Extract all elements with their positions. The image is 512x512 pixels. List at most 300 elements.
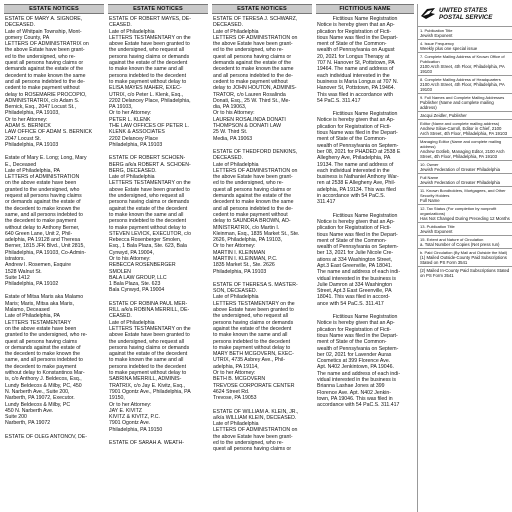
notice-line: DECEASED. [5,22,35,29]
notice-line: above Estate have been granted to [109,332,190,339]
notice-line: Notice is hereby given that an Ap- [317,117,395,124]
notice-line: ESTATE OF SARAH A. WEATH- [109,440,184,446]
form-field-label: 13. Publication Title [420,224,455,229]
notice-line: the decedent to make known the [5,351,80,358]
notice-line: Florence Ave. Apt. N402 Jenkin- [317,389,392,396]
notice-line: Notice is hereby given that an Ap- [317,320,395,327]
form-row [418,186,512,204]
notice-line: against the estate of the decedent [109,205,188,212]
notice-line: SON, DECEASED. [213,288,258,295]
notice-line: UTRIX, c/o Peter L. Klenk, Esq., [109,91,184,98]
column-header: ESTATE NOTICES [212,4,312,14]
notice-line: delay to JOHN HOUTON, ADMINIS- [213,85,297,92]
notice-line: Notice is hereby given that an Ap- [317,22,395,29]
notice-line: cedent to make payment without [5,85,80,92]
form-field-value: (1) Mailed Outside-County Paid Subscriptions Stated on PS Form 3541 [420,255,507,265]
notice-line: and all persons indebted to the de- [213,72,293,79]
notice-line: CEASED. [109,22,132,29]
legal-notice [5,16,103,148]
notice-line: above Estate have been granted to [109,186,190,193]
notice-line: 311.417 [317,199,336,206]
notice-line: REBECCA ROSENBERGER [109,262,176,269]
notice-line: Notice is hereby given that an Ap- [317,218,395,225]
notice-line: ESTATE OF TERESA J. SCHWARZ, [213,16,298,22]
fictitious-name-column [316,4,414,512]
notice-line: same, and all persons indebted to [5,211,83,218]
notice-line: STEVEN LEVICK, EXECUTOR, c/o [109,230,192,237]
notice-line: Media, PA 19063 [213,135,253,142]
notice-line: town, PA 19046. This was filed in [317,395,393,402]
notice-line: persons having claims or demands [109,53,190,60]
notice-line: gomery County, PA [5,34,50,41]
column-header: ESTATE NOTICES [4,4,104,14]
form-row [418,93,512,111]
notice-line: delay to ROSEMARIE PROCOPIO, [5,91,87,98]
notice-line: each individual interested in the [317,167,390,174]
notice-line: Allegheny Ave, Philadelphia, PA [317,155,391,162]
notice-line: Cynwyd, PA 19004, [109,249,154,256]
notice-line: tious Name was filed in the Depart- [317,231,398,238]
usps-brand-line1: UNITED STATES [439,7,488,14]
notice-line: Suite 200 [5,414,27,421]
notices-list [316,14,414,409]
notice-line: wealth of Pennsylvania on August [317,47,395,54]
notice-line: Philadelphia, PA 19103, [5,110,60,117]
form-rows [418,26,512,279]
notice-line: Or to his Attorney: [213,110,255,117]
notice-line: same, and all persons indebted to [5,357,83,364]
notice-line: UTRIX, 4735 Asbrey Ave., Phil- [213,357,285,364]
form-row [418,137,512,160]
notice-line: Late of Philadelphia [213,161,259,168]
usps-logo [418,4,512,26]
form-field-label: 8. Complete Mailing Address of Headquarters [420,77,501,82]
notice-line: the decedent to make known the [5,205,80,212]
notice-line: Late of Philadelphia, PA [5,167,60,174]
notice-line: Late of Whitpain Township, Mont- [5,28,82,35]
notice-line: ber 13, 2021 for Julie Nicole Cre- [317,250,394,257]
notice-line: 1 Bala Plaza, Ste. 623 [109,281,161,288]
notice-line: TRATOR, c/o Lauren Rosalinda [213,91,286,98]
notice-line: Or to her Attorney: [213,370,256,377]
estate-notices-column-1 [4,4,104,512]
notice-line: THE LAW OFFICES OF PETER L. [109,123,189,130]
notice-line: JAY E. KIVITZ [109,407,142,414]
legal-notice [213,282,311,402]
notice-line: 7901 Ogontz Ave. [109,420,151,427]
notice-line: The name and address of each indi- [317,269,401,276]
form-row [418,75,512,93]
notice-line: MARTIN I. KLEINMAN [213,249,266,256]
notice-line: in accordance with 54 PaC.S. [317,193,386,200]
notice-line: 1528 Walnut St. [5,268,42,275]
notice-line: SMOLEN [109,268,131,275]
notice-line: Berner, 1815 JFK Blvd., Unit 2815, [5,243,85,250]
notice-line: plication for Registration of Ficti- [317,225,392,232]
notice-line: and all persons indebted to the de- [213,205,293,212]
notice-line: quest all persons having claims or [213,53,292,60]
notice-line: LAW OFFICE OF ADAM S. BERNICK [5,129,93,136]
notice-line: Rebecca Rosenberger Smolen, [109,237,182,244]
form-row [418,26,512,39]
legal-notice [5,294,103,426]
notice-line: Andrew I. Rosemen, Esquire [5,262,72,269]
notice-line: Lundy Beldecos & Milby, PC, 450 [5,382,82,389]
notice-line: the undersigned, who request all [213,313,288,320]
form-field-label: 1. Publication Title [420,28,453,33]
notice-line: accordance with 54 PaC.S. 311.417 [317,402,400,409]
notice-line: ment of State of the Common- [317,41,387,48]
form-row [418,248,512,266]
usps-statement-form [417,4,512,512]
notice-line: Julie Damron at 334 Washington [317,281,393,288]
notice-line: Bala Cynwyd, PA 19004 [109,287,165,294]
notice-line: BERG a/k/a ROBERT A. SCHOEN- [109,161,191,168]
notice-line: 450 N. Narberth Ave. [5,407,54,414]
notice-line: ed to the undersigned, who re- [213,180,284,187]
form-field-value: Has Not Changed During Preceding 12 Months [420,216,510,221]
notice-line: or demands against the estate of [5,199,81,206]
notice-line: DECEASED. [213,155,243,162]
notice-line: each individual interested in the [317,72,390,79]
form-field-value: (2) Mailed In-County Paid Subscriptions Stated on PS Form 3541 [420,268,510,278]
legal-notice [109,301,207,433]
notice-line: delay to SAUNDRA BROWN, AD- [213,218,291,225]
form-field-label: 15. Extent and Nature of Circulation [420,237,484,242]
form-field-value: Weekly plus one special issue [420,46,478,51]
notice-line: TRATRIX, c/o Jay E. Kivitz, Esq., [109,382,186,389]
legal-notice [317,314,413,408]
notices-list [4,14,104,440]
column-header: FICTITIOUS NAME [316,4,414,14]
notice-line: the above Estate have been grant- [213,41,293,48]
notice-line: CEASED. [109,313,132,320]
form-row [418,173,512,186]
notice-line: against the estate of the decedent [109,60,188,67]
notice-line: istrators. [5,255,25,262]
notice-line: to make payment without delay to [213,344,291,351]
form-row [418,39,512,52]
notice-line: PA 19103, [109,104,133,111]
notice-line: the above Estate have been grant- [213,174,293,181]
notice-line: quest all persons having claims or [213,446,292,453]
notice-line: above Estate have been granted to [213,307,294,314]
notice-line: 707 N. Hanover St, Pottstown, PA [317,60,395,67]
notice-line: MARY BETH MCGOVERN, EXEC- [213,351,294,358]
notice-line: ESTATE OF ROBINA PAUL MER- [109,300,188,307]
notice-line: wealth of Pennsylvania on Septem- [317,345,399,352]
notice-line: KIVITZ & KIVITZ, P.C. [109,414,160,421]
notice-line: Late of Philadelphia [109,319,155,326]
notice-line: MARTIN I. KLEINMAN, P.C. [213,255,278,262]
notice-line: plication for Registration of Ficti- [317,28,392,35]
notice-line: Or to her Attorney: [109,110,152,117]
notice-line: Brianna Lashae Jones at 399 [317,383,385,390]
legal-notice [213,149,311,275]
notice-line: LETTERS OF ADMINISTRATION on [213,34,298,41]
form-field-label: 4. Issue Frequency [420,41,455,46]
notice-line: LETTERS TESTAMENTARY [5,319,71,326]
notice-line: Street, Apt.3 East Greenville, PA [317,288,392,295]
legal-notice [213,409,311,453]
notice-line: persons indebted to the decedent [109,72,187,79]
notice-line: 54 PaC.S. 311.417 [317,97,361,104]
form-field-value: Jewish Exponent [420,33,453,38]
notice-line: Or to her Attorney: [5,116,48,123]
notice-line: Philadelphia, PA 19150 [109,426,163,433]
notice-line: Late of Philadelphia [109,28,155,35]
estate-notices-column-3 [212,4,312,512]
form-row [418,204,512,222]
notice-line: the undersigned, who request all [109,338,184,345]
notice-line: Late of Philadelphia [109,174,155,181]
form-row [418,111,512,119]
notice-line: Trevose, PA 19053 [213,395,257,402]
notice-line: to make known the same and all [109,211,184,218]
notice-line: ESTATE OF OLEG ANTONOV, DE- [5,433,87,440]
form-row [418,266,512,279]
notice-line: demands against the estate of the [213,60,292,67]
form-field-value: a. Total Number of Copies (Net press run) [420,242,500,247]
notice-line: tious Name was filed in the Depart- [317,332,398,339]
notice-line: The name and address of each indi- [317,370,401,377]
notice-line: the decedent to make payment [5,218,77,225]
notice-line: ed to the undersigned, who re- [213,440,284,446]
notice-line: Bernick, Esq., 2047 Locust St., [5,104,76,111]
notice-line: ment of State of the Common- [317,136,387,143]
notice-line: granted to the undersigned, who re- [5,332,88,339]
notice-line: to make known the same and all [109,357,184,364]
notice-line: decedent to make known the same [213,66,294,73]
notice-line: quest all persons having claims or [5,60,84,67]
notice-line: without delay to Konstantinos Mar- [5,370,85,377]
notice-line: the decedent to make payment [5,363,77,370]
notice-line: LETTERS OF ADMINISTRATION on [213,167,298,174]
form-field-value: Andrew Gotlieb, Managing Editor, 2100 Arch Street, 4th Floor, Philadelphia, PA 19103 [420,149,505,159]
notice-title: Fictitious Name Registration [332,16,398,22]
notice-line: ber 08, 2021 for PHADED at 2538 E [317,148,401,155]
form-field-value: Jacqui Zeidler, Publisher [420,113,467,118]
notice-title: Fictitious Name Registration [332,111,398,118]
notice-line: LETTERS TESTAMENTARY on the [109,34,191,41]
notice-line: LAUREN ROSALINDA DONATI [213,116,286,123]
estate-notices-column-2 [108,4,208,512]
legal-notice [317,213,413,307]
eagle-icon [420,6,436,22]
notice-line: Narberth, PA 19072 [5,420,51,427]
notice-line: against the estate of the decedent [213,325,292,332]
form-field-value: 2100 Arch Street, 4th Floor, Philadelphia, PA 19103 [420,82,505,92]
notice-line: ment of State of the Common- [317,339,387,346]
form-field-value: Full Name [420,198,440,203]
notice-line: cedent to make payment without [213,78,288,85]
form-row [418,222,512,235]
notice-line: to make payment without delay to [109,78,187,85]
notice-line: Or to her Attorney: [213,243,256,250]
notice-line: ance with 54 PaC.S. 311.417 [317,300,384,307]
notice-line: LETTERS OF ADMINISTRATRIX on [5,41,89,48]
notice-line: persons indebted to the decedent [109,218,187,225]
notice-line: on the above estate have been [5,325,77,332]
legal-notice [5,434,103,440]
notice-line: LETTERS TESTAMENTARY on the [109,325,191,332]
notice-line: This was filed in accordance with [317,91,393,98]
notice-line: to make payment without delay to [109,224,187,231]
notice-line: ESTATE OF ROBERT MAYES, DE- [109,16,191,22]
notice-line: Kleinman, Esq., 1835 Market St., Ste. [213,230,300,237]
notice-line: Suite 1412 [5,274,30,281]
notice-line: a/k/a WILLIAM KLEIN, DECEASED. [213,414,297,421]
notice-line: Hanover St, Pottstown, PA 19464. [317,85,396,92]
notice-line: request all persons having claims [5,193,82,200]
form-row [418,235,512,248]
form-row [418,52,512,75]
notice-line: the undersigned, who request all [109,193,184,200]
notice-line: persons having claims or demands [109,344,190,351]
notice-line: and all persons indebted to the de- [5,78,85,85]
notice-line: demands against the estate of the [213,193,292,200]
notice-line: LETTERS TESTAMENTARY on the [109,180,191,187]
legal-notice [317,111,413,205]
form-field-label: b. Paid Circulation (By Mail and Outside the Mail) [420,250,508,255]
notice-line: Estate of Mitsa Maris aka Malamo [5,294,84,301]
notice-line: ESTATE OF THERESA S. MASTER- [213,281,298,288]
notice-line: ADAM S. BERNICK [5,123,51,130]
notice-line: adelphia, PA 19134. This was filed [317,186,396,193]
notice-line: demands against the estate of the [5,66,84,73]
notice-line: or demands against the estate of [5,344,81,351]
notice-line: Apt. N402 Jenkintown, PA 19046. [317,364,394,371]
form-field-value: Jewish Federation of Greater Philadelphia [420,180,501,185]
notice-line: the above Estate have been grant- [213,433,293,440]
notice-line: vidual interested in the business is [317,377,397,384]
legal-notice [213,16,311,142]
notice-line: tious Name was filed in the Depart- [317,130,398,137]
notice-line: LETTERS OF ADMINISTRATION on [213,427,298,434]
notice-line: Narberth, PA 19072, Executor. [5,395,75,402]
notice-line: 1835 Market St., Ste. 2626 [213,262,275,269]
notice-line: MINISTRATRIX, c/o Martin I. [213,224,280,231]
notice-line: Estate of Mary E. Long; Long, Mary [5,155,87,162]
notice-line: business is Nathaniel Anthony War- [317,174,399,181]
notice-line: 19134. The name and address of [317,161,394,168]
notice-line: plication for Registration of Ficti- [317,326,392,333]
notice-line: 19150, [109,395,125,402]
notice-line: decedent to make known the same [5,72,86,79]
notice-line: wealth of Pennsylvania on Septem- [317,244,399,251]
form-field-label: Editor (Name and complete mailing address) [420,121,500,126]
form-field-value: Jewish Exponent [420,229,453,234]
notice-line: LETTERS TESTAMENTARY on the [213,300,295,307]
form-row [418,160,512,173]
form-field-label: 12. Tax Status (For completion by nonprofit organizations) [420,206,497,216]
notice-line: ESTATE OF MARY A. SIGNORE, [5,16,83,22]
notice-line: 19464. The name and address of [317,66,394,73]
notice-line: 25 W. Third St. [213,129,248,136]
notice-line: Philadelphia, PA 19102 [5,281,59,288]
notices-list [108,14,208,446]
notice-line: on the above estate have been [5,180,77,187]
notice-line: without delay to Anthony Berner, [5,224,80,231]
usps-brand [439,7,492,21]
notice-line: 7901 Ogontz Ave., Philadelphia, PA [109,388,191,395]
notice-line: RILL a/k/a ROBINA MERRILL, DE- [109,307,190,314]
notice-line: granted to the undersigned, who [5,186,80,193]
notice-line: 2202 Delancey Place [109,135,159,142]
notice-line: TREVOSE CORPORATE CENTER [213,382,295,389]
form-field-label: 11. Known Bondholders, Mortgagees, and Other Security Holders [420,188,506,198]
form-field-label: 7. Complete Mailing Address of Known Office of Publication [420,54,505,64]
notice-line: tious Name was filed in the Depart- [317,34,398,41]
form-field-value: Andrew Silow-Carroll, Editor in Chief, 2100 Arch Street, 4th Floor, Philadelphia, PA 19103 [420,126,508,136]
notice-line: Lundy Beldecos & Milby, PC [5,401,71,408]
notice-line: E., Deceased [5,161,37,168]
notice-line: ren at 2538 E Allegheny Ave, Phil- [317,180,396,187]
notice-line: to make known the same and all [213,332,288,339]
notice-line: BERG, DECEASED. [109,167,157,174]
legal-notice [109,16,207,148]
notice-line: Malamo, Deceased [5,307,50,314]
notice-line: 2202 Delancey Place, Philadelphia, [109,97,191,104]
notice-line: ber 02, 2021 for Lavender Auras [317,351,392,358]
notice-line: is, c/o Anthony J. Beldecos, Esq., [5,376,82,383]
notice-line: ESTATE OF WILLIAM A. KLEIN, JR., [213,408,299,415]
notice-line: Or to his Attorney: [109,255,151,262]
notice-line: Philadelphia, PA 19103 [5,141,59,148]
form-field-value: 2100 Arch Street, 4th Floor, Philadelphia, PA 19103 [420,64,505,74]
form-field-label: 10. Owner [420,162,439,167]
notice-line: against the estate of the decedent [109,351,188,358]
notice-line: 2626, Philadelphia, PA 19103, [213,237,283,244]
form-field-label: Full Name [420,175,439,180]
notice-line: SABRINA MERRILL, ADMINIS- [109,376,182,383]
notice-line: cedent to make payment without [213,211,288,218]
notice-line: to make known the same and all [109,66,184,73]
legal-notice [317,16,413,104]
notice-line: plication for Registration of Ficti- [317,123,392,130]
notice-line: dia, PA 19063, [213,104,247,111]
notice-line: PETER L. KLENK [109,116,151,123]
notice-line: Or to her Attorney: [109,401,152,408]
notice-line: the above Estate have been grant- [5,47,85,54]
form-field-value: Jewish Federation of Greater Philadelphia [420,167,501,172]
notice-line: Maris; Maris, Mitsa aka Maris, [5,300,74,307]
notice-line: BETH B. MCGOVERN [213,376,266,383]
notice-line: ESTATE OF ROBERT SCHOEN- [109,155,186,162]
notice-line: Late of Philadelphia [213,28,259,35]
notice-line: N. Narberth Ave., Suite 200, [5,388,70,395]
notice-line: 20, 2021 for Longus Therapy at [317,53,390,60]
notices-list [212,14,312,453]
column-header: ESTATE NOTICES [108,4,208,14]
notice-title: Fictitious Name Registration [332,212,398,219]
form-field-value: Publisher (Name and complete mailing address) [420,100,494,110]
form-field-label: 9. Full Names and Complete Mailing Addresses [420,95,505,100]
notice-line: ELISA MAYES MAHER, EXEC- [109,85,182,92]
notice-line: vidual interested in the business is [317,275,397,282]
notice-line: Late of Philadelphia, PA [5,313,60,320]
notice-line: decedent to make known the same [213,199,294,206]
notice-line: ADMINISTRATRIX, c/o Adam S. [5,97,80,104]
notice-line: ed to the undersigned, who re- [5,53,76,60]
notice-line: to make payment without delay to [109,370,187,377]
notice-line: persons having claims or demands [213,319,294,326]
notice-line: Donati, Esq., 25 W. Third St., Me- [213,97,291,104]
notice-line: BALA LAW GROUP, LLC [109,274,167,281]
notice-line: 2047 Locust St. [5,135,42,142]
notice-line: THOMPSON & DONATI LAW [213,123,282,130]
notice-line: ment of State of the Common- [317,237,387,244]
